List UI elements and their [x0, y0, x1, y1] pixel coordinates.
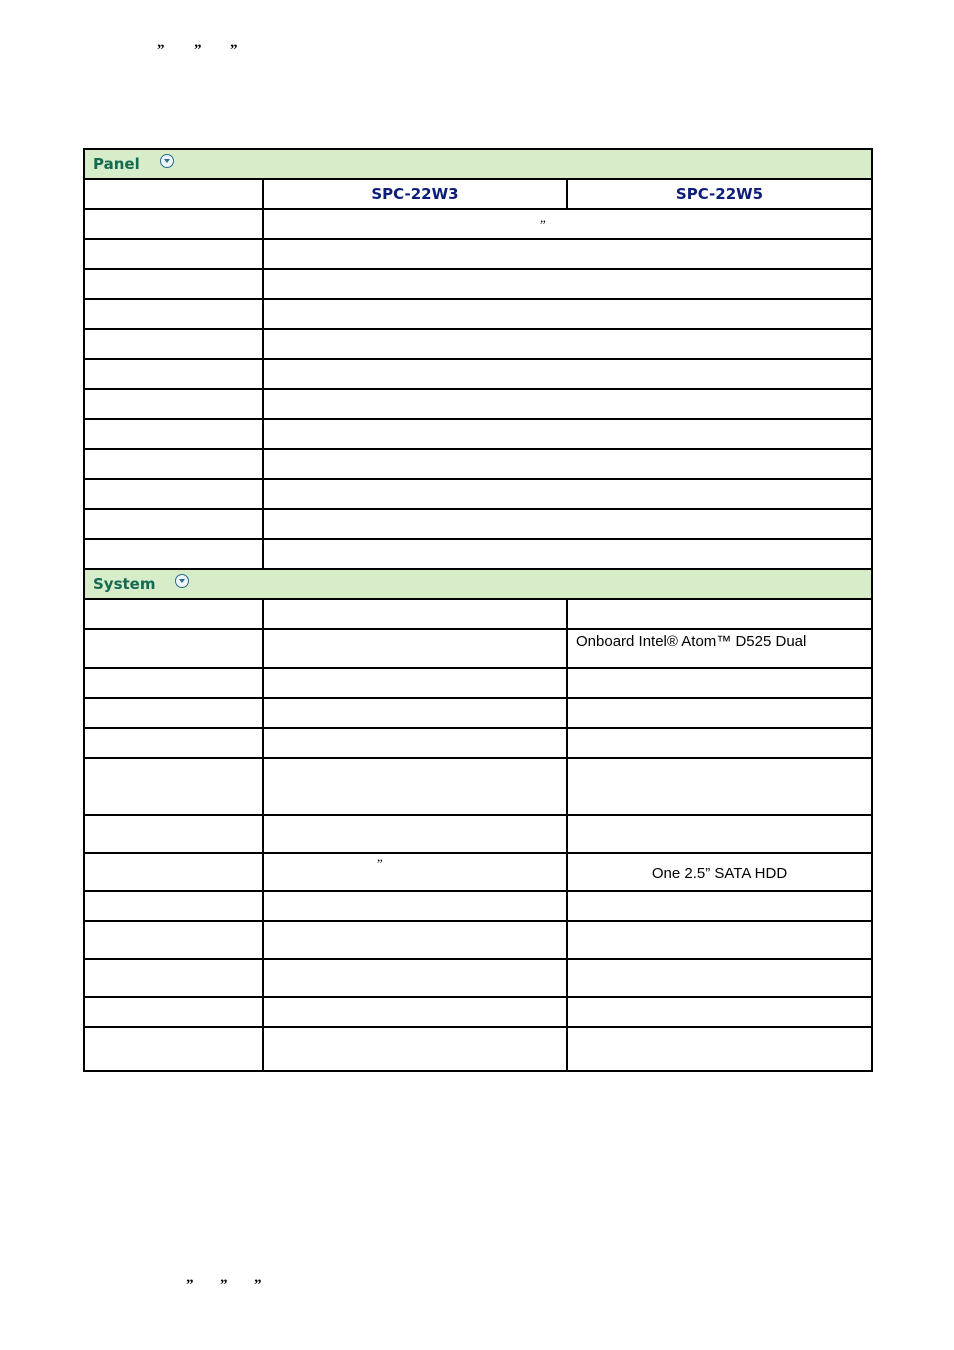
- table-row: [84, 758, 872, 815]
- table-cell: [84, 539, 263, 569]
- table-cell: [567, 758, 872, 815]
- quote-mark: ”: [540, 216, 546, 232]
- table-cell: [263, 815, 567, 853]
- panel-section-label: Panel: [93, 155, 140, 174]
- table-row: [84, 209, 872, 239]
- footer-quote-marks: [0, 1277, 954, 1297]
- table-row: [84, 299, 872, 329]
- table-cell: [567, 668, 872, 698]
- storage-cell-w3: [263, 853, 567, 891]
- table-cell: [84, 698, 263, 728]
- table-cell: [84, 359, 263, 389]
- table-cell: [84, 758, 263, 815]
- quote-mark: ”: [230, 42, 238, 58]
- table-cell: [263, 1027, 567, 1071]
- table-cell: [84, 389, 263, 419]
- table-cell: [84, 329, 263, 359]
- storage-cell-w5: One 2.5” SATA HDD: [567, 853, 872, 891]
- table-cell: [84, 239, 263, 269]
- table-cell: [263, 449, 872, 479]
- table-cell: [567, 1027, 872, 1071]
- table-cell: [84, 599, 263, 629]
- table-cell: [84, 179, 263, 209]
- header-quote-marks: [0, 42, 954, 62]
- table-cell: [567, 815, 872, 853]
- table-cell: [84, 419, 263, 449]
- model-header-row: [84, 179, 872, 209]
- chevron-down-icon[interactable]: [160, 154, 174, 168]
- table-cell: [84, 728, 263, 758]
- table-row: [84, 891, 872, 921]
- chevron-down-icon[interactable]: [175, 574, 189, 588]
- table-cell: [84, 629, 263, 668]
- table-row: [84, 698, 872, 728]
- table-cell: [263, 359, 872, 389]
- table-cell: [263, 959, 567, 997]
- table-row: [84, 539, 872, 569]
- table-cell: [263, 269, 872, 299]
- table-cell: [263, 299, 872, 329]
- table-cell: [567, 698, 872, 728]
- table-cell: [263, 479, 872, 509]
- table-cell: [263, 698, 567, 728]
- table-cell: [567, 728, 872, 758]
- quote-mark: ”: [186, 1277, 194, 1293]
- table-row: [84, 449, 872, 479]
- table-row: [84, 479, 872, 509]
- table-row: [84, 1027, 872, 1071]
- panel-section-header[interactable]: [84, 149, 872, 179]
- table-cell: [84, 269, 263, 299]
- table-cell: [84, 891, 263, 921]
- table-cell: [84, 449, 263, 479]
- quote-mark: ”: [194, 42, 202, 58]
- table-row: [84, 853, 872, 891]
- table-cell: [84, 509, 263, 539]
- table-cell: [84, 853, 263, 891]
- processor-cell: Onboard Intel® Atom™ D525 Dual: [567, 629, 872, 668]
- system-section-header[interactable]: [84, 569, 872, 599]
- table-cell: [84, 299, 263, 329]
- table-cell: [84, 668, 263, 698]
- table-cell: [263, 599, 567, 629]
- table-cell: [263, 419, 872, 449]
- table-cell: [567, 599, 872, 629]
- table-row: [84, 419, 872, 449]
- table-row: [84, 239, 872, 269]
- table-cell: [567, 959, 872, 997]
- table-cell: [263, 891, 567, 921]
- table-cell: [263, 758, 567, 815]
- table-cell: [567, 921, 872, 959]
- table-row: [84, 329, 872, 359]
- quote-mark: ”: [157, 42, 165, 58]
- table-cell: [263, 209, 872, 239]
- table-cell: [263, 668, 567, 698]
- table-row: [84, 728, 872, 758]
- table-cell: [263, 629, 567, 668]
- table-row: [84, 668, 872, 698]
- table-row: [84, 959, 872, 997]
- table-cell: [263, 329, 872, 359]
- table-cell: [263, 728, 567, 758]
- table-cell: [263, 509, 872, 539]
- table-row: [84, 997, 872, 1027]
- table-row: [84, 599, 872, 629]
- table-row: [84, 815, 872, 853]
- table-cell: [84, 1027, 263, 1071]
- table-row: [84, 389, 872, 419]
- table-cell: [567, 997, 872, 1027]
- table-cell: [263, 921, 567, 959]
- table-cell: [263, 997, 567, 1027]
- quote-mark: ”: [377, 856, 383, 871]
- table-row: [84, 269, 872, 299]
- system-section-label: System: [93, 575, 156, 594]
- specification-table: [83, 148, 873, 1072]
- table-row: [84, 509, 872, 539]
- table-cell: [567, 891, 872, 921]
- table-row: [84, 921, 872, 959]
- table-cell: [84, 209, 263, 239]
- table-cell: [263, 539, 872, 569]
- table-cell: [84, 479, 263, 509]
- table-cell: [84, 959, 263, 997]
- table-cell: [263, 239, 872, 269]
- quote-mark: ”: [254, 1277, 262, 1293]
- model-name-spc-22w5: SPC-22W5: [567, 179, 872, 209]
- model-name-spc-22w3: SPC-22W3: [263, 179, 567, 209]
- table-cell: [263, 389, 872, 419]
- table-cell: [84, 815, 263, 853]
- quote-mark: ”: [220, 1277, 228, 1293]
- table-cell: [84, 921, 263, 959]
- table-row: [84, 629, 872, 668]
- table-cell: [84, 997, 263, 1027]
- table-row: [84, 359, 872, 389]
